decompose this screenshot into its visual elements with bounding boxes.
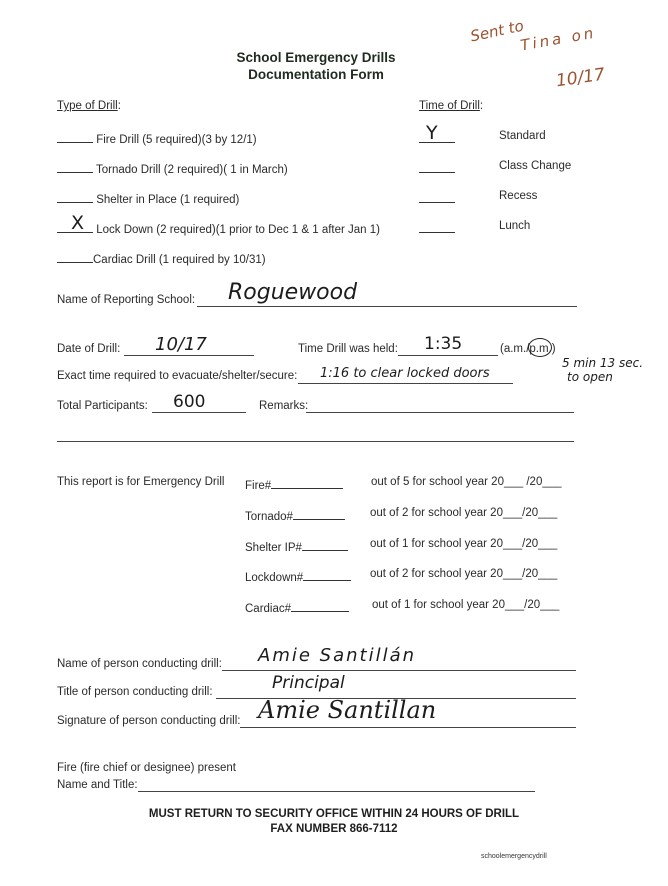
fire-official-line1: Fire (fire chief or designee) present [57,762,236,774]
fax-number: FAX NUMBER 866-7112 [270,823,398,835]
fire-official-label: Name and Title: [57,779,138,791]
person-title-label: Title of person conducting drill: [57,686,213,698]
checkbox-tornado[interactable] [57,160,93,173]
time-option-class-change[interactable]: Class Change [419,160,455,178]
fire-official-field[interactable] [138,791,535,792]
checkbox-cardiac[interactable] [57,250,93,263]
participants-field[interactable] [152,412,246,413]
participants-label: Total Participants: [57,400,148,412]
tornado-count-field[interactable] [293,507,345,520]
form-title-line1: School Emergency Drills [236,50,396,65]
drill-type-lockdown[interactable]: X Lock Down (2 required)(1 prior to Dec 1 & 1 after Jan 1) [57,220,380,236]
remarks-field[interactable] [306,412,574,413]
signature-label: Signature of person conducting drill: [57,715,241,727]
drill-type-tornado[interactable]: Tornado Drill (2 required)( 1 in March) [57,160,288,176]
report-row-fire[interactable]: Fire# [245,476,343,492]
time-held-value: 1:35 [424,334,463,354]
evac-time-label: Exact time required to evacuate/shelter/secure: [57,370,298,382]
evac-time-field[interactable] [298,383,513,384]
report-row-fire-suffix: out of 5 for school year 20___ /20___ [371,476,562,488]
time-held-label: Time Drill was held: [298,343,398,355]
report-row-lockdown[interactable]: Lockdown# [245,568,351,584]
time-option-lunch[interactable]: Lunch [419,220,455,238]
time-of-drill-heading: Time of Drill: [419,100,484,112]
evac-note-line2: to open [567,370,613,384]
drill-type-fire[interactable]: Fire Drill (5 required)(3 by 12/1) [57,130,257,146]
report-row-shelter[interactable]: Shelter IP# [245,538,348,554]
form-title-line2: Documentation Form [248,67,384,82]
type-of-drill-heading: Type of Drill: [57,100,121,112]
date-value: 10/17 [155,334,207,355]
report-row-cardiac[interactable]: Cardiac# [245,599,349,615]
report-row-shelter-suffix: out of 1 for school year 20___/20___ [370,538,558,550]
report-row-tornado[interactable]: Tornado# [245,507,345,523]
checkbox-lunch[interactable] [419,220,455,233]
return-instructions: MUST RETURN TO SECURITY OFFICE WITHIN 24 HOURS OF DRILL [148,808,520,820]
signature-value: Amie Santillan [258,696,437,724]
person-name-label: Name of person conducting drill: [57,658,222,670]
checkbox-fire[interactable] [57,130,93,143]
remarks-field-line2[interactable] [57,441,574,442]
report-row-cardiac-suffix: out of 1 for school year 20___/20___ [372,599,560,611]
annotation-sent-to: Sent to [468,16,526,46]
annotation-tina-on: Tina on [519,23,598,55]
report-label: This report is for Emergency Drill [57,476,225,488]
checkbox-class-change[interactable] [419,160,455,173]
checkbox-recess[interactable] [419,190,455,203]
person-name-field[interactable] [222,670,576,671]
report-row-tornado-suffix: out of 2 for school year 20___/20___ [370,507,558,519]
person-title-value: Principal [272,673,345,693]
school-name-value: Roguewood [228,280,358,305]
pm-circle-mark [528,338,552,357]
time-option-standard[interactable]: Y Standard [419,130,455,148]
date-field[interactable] [124,355,254,356]
shelter-count-field[interactable] [302,538,348,551]
checkbox-standard[interactable]: Y [419,130,455,143]
person-name-value: Amie Santillán [258,645,417,666]
time-held-field[interactable] [398,355,498,356]
time-option-recess[interactable]: Recess [419,190,455,208]
ampm-label[interactable]: (a.m./p.m.) [500,343,556,355]
annotation-date: 10/17 [554,64,607,92]
school-name-label: Name of Reporting School: [57,294,196,306]
signature-field[interactable] [240,727,576,728]
checkbox-lockdown[interactable]: X [57,220,93,233]
cardiac-count-field[interactable] [291,599,349,612]
report-row-lockdown-suffix: out of 2 for school year 20___/20___ [370,568,558,580]
fire-count-field[interactable] [271,476,343,489]
checkbox-shelter[interactable] [57,190,93,203]
drill-type-shelter[interactable]: Shelter in Place (1 required) [57,190,239,206]
participants-value: 600 [173,392,206,412]
school-name-field[interactable] [197,306,577,307]
remarks-label: Remarks: [259,400,309,412]
lockdown-count-field[interactable] [303,568,351,581]
evac-note-line1: 5 min 13 sec. [562,356,644,370]
document-id: schoolemergencydrill [481,853,547,860]
evac-time-value: 1:16 to clear locked doors [320,366,490,381]
drill-type-cardiac[interactable]: Cardiac Drill (1 required by 10/31) [57,250,266,266]
date-label: Date of Drill: [57,343,121,355]
